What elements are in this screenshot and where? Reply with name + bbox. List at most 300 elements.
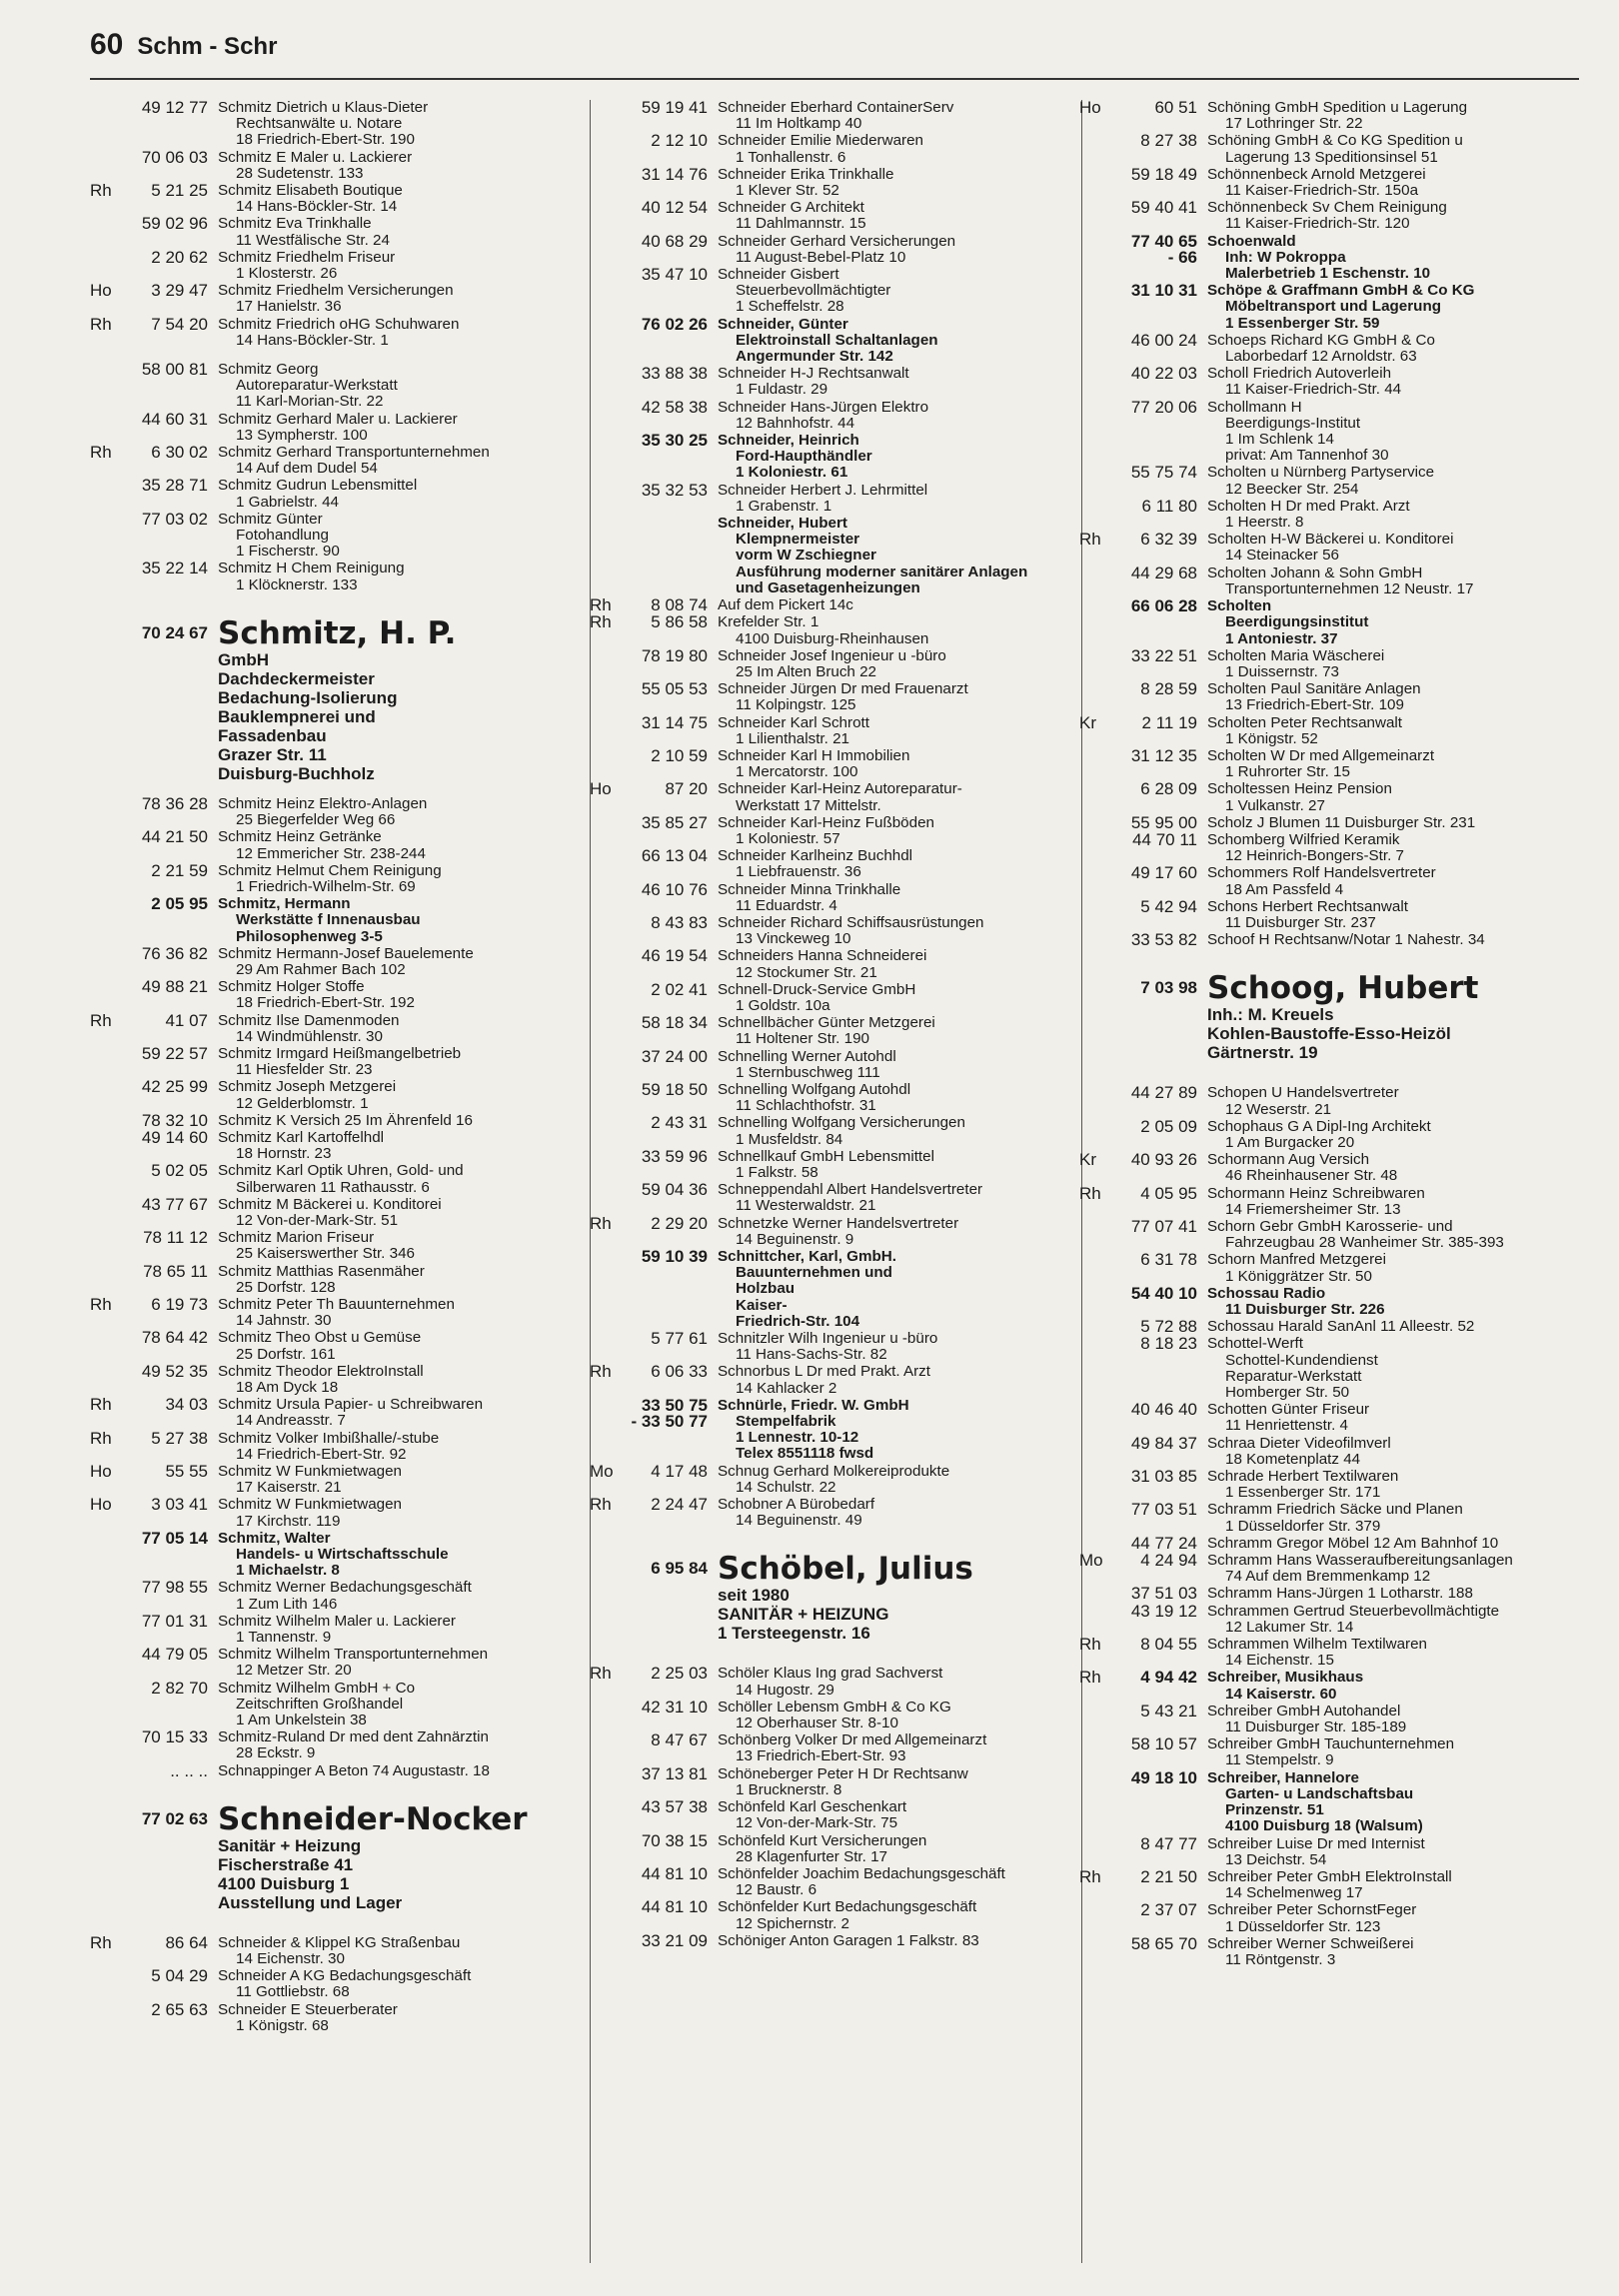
listing-name: Schneider, Heinrich	[718, 433, 859, 450]
listing-detail: 11 Kolpingstr. 125	[736, 697, 856, 714]
listing-detail: Lagerung 13 Speditionsinsel 51	[1225, 149, 1438, 166]
listing-entry	[1079, 1866, 1579, 1902]
listing-text	[218, 1230, 590, 1262]
area-code	[1079, 648, 1115, 680]
listing-text	[218, 250, 590, 282]
area-code	[90, 616, 126, 783]
phone-number: 2 43 31	[651, 1113, 708, 1133]
listing-text	[1207, 648, 1579, 680]
phone-number: 5 21 25	[151, 181, 208, 201]
listing-entry	[90, 283, 590, 315]
listing-detail: 12 Lakumer Str. 14	[1225, 1619, 1354, 1636]
entry-spacer	[590, 1530, 1079, 1552]
phone-number: 76 36 82	[141, 943, 208, 963]
phone-number: 49 12 77	[141, 98, 208, 117]
listing-name: Scholtessen Heinz Pension	[1207, 781, 1392, 798]
listing-text	[218, 1079, 590, 1111]
listing-entry	[90, 896, 590, 945]
listing-text	[218, 1397, 590, 1429]
listing-entry	[1079, 1319, 1579, 1335]
entry-spacer	[1079, 1063, 1579, 1085]
listing-entry	[90, 409, 590, 444]
phone-number: 46 19 54	[641, 946, 708, 966]
area-code	[590, 133, 626, 165]
area-code	[1079, 1119, 1115, 1151]
listing-detail: 11 Holtener Str. 190	[736, 1031, 869, 1048]
listing-entry	[590, 231, 1079, 266]
listing-detail: 12 Beecker Str. 254	[1225, 481, 1359, 498]
listing-detail: 14 Schelmenweg 17	[1225, 1885, 1363, 1902]
listing-text	[718, 1015, 1079, 1047]
listing-detail: 1 Musfeldstr. 84	[736, 1131, 843, 1148]
listing-detail: 1 Fischerstr. 90	[236, 544, 340, 561]
listing-detail: 12 Gelderblomstr. 1	[236, 1095, 369, 1112]
listing-detail: Holzbau	[736, 1281, 796, 1298]
phone-number: 58 10 57	[1130, 1734, 1197, 1754]
listing-detail: 1 Klöcknerstr. 133	[236, 576, 358, 593]
listing-detail: 14 Beguinenstr. 49	[736, 1513, 862, 1530]
listing-name: Schnürle, Friedr. W. GmbH	[718, 1397, 909, 1414]
phone-number: 5 86 58	[651, 612, 708, 632]
listing-text	[218, 216, 590, 248]
area-code	[590, 100, 626, 132]
listing-name: Schopen U Handelsvertreter	[1207, 1085, 1399, 1102]
listing-entry	[590, 1732, 1079, 1764]
listing-name: Schöning GmbH Spedition u Lagerung	[1207, 100, 1468, 116]
listing-name: Schöler Klaus Ing grad Sachverst	[718, 1666, 943, 1683]
listing-detail: 1 Essenberger Str. 59	[1225, 315, 1380, 332]
listing-text	[218, 1681, 590, 1729]
listing-detail: Bauunternehmen und	[736, 1265, 892, 1282]
listing-entry	[90, 1968, 590, 2000]
area-code	[590, 516, 626, 596]
phone-number: 35 22 14	[141, 559, 208, 578]
listing-text	[1207, 366, 1579, 398]
entry-spacer	[590, 1644, 1079, 1666]
listing-text	[718, 915, 1079, 947]
listing-text	[1207, 1469, 1579, 1501]
listing-entry	[90, 1528, 590, 1580]
listing-name: Schomberg Wilfried Keramik	[1207, 831, 1400, 848]
listing-entry	[590, 1182, 1079, 1214]
area-code	[90, 216, 126, 248]
listing-entry	[90, 183, 590, 215]
listing-name: Schreiber Peter GmbH ElektroInstall	[1207, 1868, 1452, 1885]
area-code	[90, 1531, 126, 1580]
phone-number: 4 17 48	[651, 1461, 708, 1481]
listing-text	[218, 1647, 590, 1679]
listing-detail: 12 Oberhauser Str. 8-10	[736, 1716, 898, 1732]
listing-detail: 17 Kirchstr. 119	[236, 1513, 341, 1530]
listing-detail: 29 Am Rahmer Bach 102	[236, 961, 406, 978]
listing-entry	[1079, 563, 1579, 597]
listing-text	[1207, 1637, 1579, 1669]
listing-text	[718, 1331, 1079, 1363]
area-code: Rh	[590, 595, 612, 615]
phone-number: 66 06 28	[1130, 596, 1197, 616]
phone-number: 78 11 12	[143, 1228, 208, 1248]
phone-number: 6 11 80	[1141, 496, 1197, 516]
listing-text	[718, 948, 1079, 980]
listing-name: Schnelling Wolfgang Versicherungen	[718, 1115, 965, 1132]
phone-number: 6 19 73	[151, 1294, 208, 1314]
phone-number: 44 29 68	[1130, 563, 1197, 582]
listing-entry	[590, 745, 1079, 781]
listing-entry	[590, 1213, 1079, 1248]
listing-detail: Kohlen-Baustoffe-Esso-Heizöl	[1207, 1024, 1451, 1044]
phone-number: 34 03	[165, 1395, 208, 1415]
listing-name: Schmitz, H. P.	[218, 615, 457, 650]
page-header	[90, 28, 277, 62]
area-code	[590, 366, 626, 398]
listing-detail: 14 Hans-Böckler-Str. 1	[236, 332, 389, 349]
listing-entry	[1079, 1586, 1579, 1602]
listing-text	[718, 234, 1079, 266]
listing-detail: 14 Friemersheimer Str. 13	[1225, 1201, 1401, 1218]
listing-text	[718, 100, 1079, 132]
phone-number: 78 65 11	[143, 1261, 208, 1281]
listing-entry	[1079, 932, 1579, 948]
phone-number: 5 04 29	[151, 1966, 208, 1986]
listing-name: Scholten	[1207, 598, 1272, 615]
phone-number: 2 10 59	[651, 745, 708, 765]
listing-name: Schmitz Wilhelm GmbH + Co	[218, 1680, 416, 1697]
listing-text	[218, 445, 590, 477]
listing-entry	[590, 1930, 1079, 1950]
phone-number: 49 14 60	[141, 1127, 208, 1147]
listing-detail: Garten- u Landschaftsbau	[1225, 1785, 1414, 1802]
area-code: Mo	[1079, 1551, 1103, 1571]
listing-detail: 18 Kometenplatz 44	[1225, 1451, 1361, 1468]
listing-detail: 18 Friedrich-Ebert-Str. 192	[236, 995, 415, 1012]
listing-name: Schrade Herbert Textilwaren	[1207, 1469, 1399, 1486]
area-code	[590, 433, 626, 482]
phone-number: 77 03 02	[141, 509, 208, 529]
listing-detail: 18 Am Passfeld 4	[1225, 881, 1344, 898]
listing-entry	[590, 100, 1079, 132]
phone-number: 43 57 38	[641, 1797, 708, 1817]
area-code	[590, 1700, 626, 1731]
listing-entry	[1079, 1469, 1579, 1501]
listing-detail: 25 Kaiserswerther Str. 346	[236, 1246, 415, 1263]
listing-text	[1207, 815, 1579, 831]
listing-entry	[1079, 465, 1579, 497]
listing-text	[718, 317, 1079, 366]
listing-name: Schramm Hans Wasseraufbereitungsanlagen	[1207, 1553, 1513, 1570]
area-code	[90, 1197, 126, 1229]
listing-name: Scholten H Dr med Prakt. Arzt	[1207, 498, 1410, 515]
listing-entry	[590, 645, 1079, 680]
listing-name: Schneider Karl-Heinz Autoreparatur-	[718, 781, 962, 798]
area-code	[590, 1933, 626, 1949]
area-code: Rh	[590, 1213, 612, 1233]
listing-name: Schöning GmbH & Co KG Spedition u	[1207, 133, 1463, 150]
phone-number: 49 17 60	[1130, 863, 1197, 883]
phone-number: 77 05 14	[141, 1528, 208, 1548]
listing-detail: 1 Friedrich-Wilhelm-Str. 69	[236, 878, 416, 895]
area-code	[1079, 681, 1115, 713]
area-code	[590, 1398, 626, 1463]
phone-number: 44 27 89	[1130, 1083, 1197, 1103]
phone-number: 49 18 10	[1130, 1767, 1197, 1787]
listing-text	[1207, 1152, 1579, 1184]
listing-detail: Beerdigungsinstitut	[1225, 614, 1369, 631]
listing-detail: 1 Antoniestr. 37	[1225, 630, 1338, 647]
area-code	[90, 1614, 126, 1646]
listing-detail: 1 Essenberger Str. 171	[1225, 1485, 1381, 1502]
listing-detail: 17 Kaiserstr. 21	[236, 1480, 342, 1497]
phone-number: 31 12 35	[1130, 745, 1197, 765]
area-code: Rh	[590, 1362, 612, 1382]
listing-detail: 11 Im Holtkamp 40	[736, 116, 862, 133]
listing-entry	[90, 1194, 590, 1229]
listing-name: Krefelder Str. 1	[718, 614, 819, 631]
listing-text	[1207, 1402, 1579, 1434]
area-code	[90, 1681, 126, 1729]
phone-number: 37 24 00	[641, 1046, 708, 1066]
listing-entry	[590, 1461, 1079, 1496]
listing-entry	[90, 1294, 590, 1330]
area-code	[590, 200, 626, 232]
listing-detail: 11 Schlachthofstr. 31	[736, 1098, 876, 1115]
listing-text	[718, 748, 1079, 780]
listing-detail: 11 Kaiser-Friedrich-Str. 44	[1225, 382, 1402, 399]
listing-detail: Prinzenstr. 51	[1225, 1802, 1324, 1819]
listing-entry	[1079, 681, 1579, 713]
area-code	[1079, 932, 1115, 948]
entry-spacer	[1079, 949, 1579, 971]
listing-detail: und Gasetagenheizungen	[736, 579, 920, 596]
phone-number: 76 02 26	[641, 314, 708, 334]
listing-entry	[1079, 1502, 1579, 1534]
listing-detail: 1 Brucknerstr. 8	[736, 1781, 842, 1798]
listing-detail: Schottel-Kundendienst	[1225, 1352, 1378, 1369]
phone-number: 2 11 19	[1141, 712, 1197, 732]
listing-text	[1207, 400, 1579, 465]
area-code	[90, 362, 126, 411]
area-code: Ho	[90, 1495, 112, 1515]
area-code	[590, 400, 626, 432]
phone-number: 44 79 05	[141, 1645, 208, 1665]
area-code	[90, 796, 126, 828]
listing-detail: 14 Auf dem Dudel 54	[236, 461, 378, 478]
area-code	[90, 1763, 126, 1779]
listing-name: Schmitz Hermann-Josef Bauelemente	[218, 945, 474, 962]
area-code: Rh	[1079, 1866, 1101, 1886]
listing-name: Schneider Josef Ingenieur u -büro	[718, 647, 946, 664]
phone-number: 59 22 57	[141, 1043, 208, 1063]
area-code	[90, 150, 126, 182]
listing-name: Schneider-Nocker	[218, 1801, 528, 1836]
listing-text	[1207, 971, 1579, 1062]
entry-spacer	[90, 594, 590, 616]
area-code: Rh	[1079, 1183, 1101, 1203]
phone-number: 2 21 50	[1140, 1866, 1197, 1886]
area-code	[1079, 1402, 1115, 1434]
area-code: Rh	[590, 612, 612, 632]
listing-name: Schormann Aug Versich	[1207, 1152, 1370, 1169]
listing-text	[1207, 932, 1579, 948]
listing-entry	[1079, 1701, 1579, 1736]
listing-detail: Fahrzeugbau 28 Wanheimer Str. 385-393	[1225, 1235, 1504, 1252]
listing-text	[1207, 1319, 1579, 1335]
area-code	[590, 1833, 626, 1865]
listing-name: Schneider A KG Bedachungsgeschäft	[218, 1968, 472, 1985]
listing-entry	[590, 1146, 1079, 1181]
listing-text	[218, 1013, 590, 1045]
area-code	[1079, 1836, 1115, 1868]
listing-name: Schmitz H Chem Reinigung	[218, 561, 405, 577]
listing-entry	[1079, 1216, 1579, 1252]
listing-name: Schneider Karlheinz Buchhdl	[718, 848, 913, 865]
listing-name: Schmitz Heinz Elektro-Anlagen	[218, 795, 428, 812]
listing-name: Schöller Lebensm GmbH & Co KG	[718, 1699, 951, 1716]
listing-name: Scholten H-W Bäckerei u. Konditorei	[1207, 532, 1454, 549]
listing-text	[1207, 100, 1579, 132]
area-code	[1079, 1936, 1115, 1968]
listing-entry	[590, 712, 1079, 747]
listing-detail: 14 Eichenstr. 15	[1225, 1653, 1334, 1670]
listing-name: Auf dem Pickert 14c	[718, 597, 853, 614]
area-code	[90, 946, 126, 978]
listing-name: Scholz J Blumen 11 Duisburger Str. 231	[1207, 814, 1476, 831]
listing-entry	[590, 812, 1079, 847]
area-code	[1079, 1286, 1115, 1318]
listing-name: Schmitz Helmut Chem Reinigung	[218, 862, 442, 879]
phone-number: 4 05 95	[1140, 1183, 1197, 1203]
area-code	[90, 512, 126, 561]
listing-entry	[1079, 1902, 1579, 1934]
phone-number: 3 29 47	[151, 281, 208, 301]
listing-entry	[590, 1697, 1079, 1732]
listing-entry	[90, 1361, 590, 1396]
phone-number: 59 04 36	[641, 1180, 708, 1200]
phone-number: 58 00 81	[141, 360, 208, 380]
listing-detail: 1 Ruhrorter Str. 15	[1225, 764, 1350, 781]
area-code	[90, 100, 126, 149]
listing-text	[718, 648, 1079, 680]
phone-number: 59 02 96	[141, 214, 208, 234]
phone-number: 8 18 23	[1140, 1334, 1197, 1354]
phone-number: 60 51	[1154, 98, 1197, 117]
listing-entry	[590, 1249, 1079, 1330]
area-code	[1079, 832, 1115, 864]
listing-detail: 12 Baustr. 6	[736, 1882, 817, 1899]
phone-number: .. .. ..	[170, 1760, 208, 1780]
area-code	[1079, 1770, 1115, 1835]
entry-spacer	[90, 1780, 590, 1802]
phone-number: 8 04 55	[1140, 1635, 1197, 1655]
listing-text	[218, 1431, 590, 1463]
listing-detail: 1 Vulkanstr. 27	[1225, 797, 1325, 814]
phone-number: 2 05 09	[1140, 1116, 1197, 1136]
phone-number: 44 70 11	[1132, 829, 1197, 849]
listing-entry	[590, 614, 1079, 646]
listing-name: Scholten Paul Sanitäre Anlagen	[1207, 681, 1421, 698]
phone-number: 78 36 28	[141, 793, 208, 813]
listing-detail: Bedachung-Isolierung	[218, 687, 398, 707]
listing-entry	[1079, 1402, 1579, 1434]
listing-text	[718, 433, 1079, 482]
area-code	[90, 829, 126, 861]
area-code	[1079, 566, 1115, 597]
listing-name: Schreiber, Musikhaus	[1207, 1670, 1364, 1687]
area-code	[90, 1163, 126, 1195]
listing-name: Schotten Günter Friseur	[1207, 1402, 1370, 1419]
listing-entry	[590, 912, 1079, 948]
listing-name: Schmitz E Maler u. Lackierer	[218, 149, 413, 166]
listing-text	[1207, 133, 1579, 165]
phone-number: 6 95 84	[651, 1559, 708, 1579]
phone-number: 78 19 80	[641, 645, 708, 665]
area-code	[590, 1049, 626, 1081]
listing-detail: Transportunternehmen 12 Neustr. 17	[1225, 580, 1474, 597]
listing-name: Schmitz, Hermann	[218, 896, 351, 913]
listing-entry	[590, 979, 1079, 1014]
area-code: Ho	[590, 779, 612, 799]
listing-name: Schnitzler Wilh Ingenieur u -büro	[718, 1331, 938, 1348]
listing-text	[1207, 1836, 1579, 1868]
listing-name: Schöpe & Graffmann GmbH & Co KG	[1207, 283, 1475, 300]
listing-entry	[90, 1611, 590, 1647]
listing-text	[218, 1464, 590, 1496]
area-code	[1079, 400, 1115, 465]
listing-entry	[90, 216, 590, 248]
listing-detail: 28 Klagenfurter Str. 17	[736, 1848, 887, 1865]
phone-number: 44 77 24	[1130, 1533, 1197, 1553]
phone-number: 70 06 03	[141, 147, 208, 167]
listing-text	[718, 516, 1079, 596]
listing-text	[1207, 1436, 1579, 1468]
phone-number: 77 01 31	[141, 1611, 208, 1631]
phone-number: 49 52 35	[141, 1361, 208, 1381]
listing-text	[218, 183, 590, 215]
phone-number: 55 75 74	[1130, 463, 1197, 483]
listing-entry	[590, 948, 1079, 980]
area-code: Rh	[90, 1395, 112, 1415]
phone-number: 31 14 75	[641, 712, 708, 732]
listing-entry	[1079, 133, 1579, 165]
phone-number: 8 08 74	[651, 595, 708, 615]
listing-text	[218, 1264, 590, 1296]
listing-detail: Klempnermeister	[736, 532, 860, 549]
area-code	[590, 1866, 626, 1898]
listing-text	[1207, 1736, 1579, 1768]
area-code: Rh	[90, 314, 112, 334]
listing-text	[1207, 465, 1579, 497]
listing-entry	[590, 164, 1079, 200]
area-code: Kr	[1079, 712, 1096, 732]
listing-name: Schmitz Gerhard Maler u. Lackierer	[218, 411, 458, 428]
listing-text	[718, 715, 1079, 747]
phone-number: 78 32 10	[141, 1110, 208, 1130]
phone-number: 2 02 41	[651, 979, 708, 999]
phone-number: 6 31 78	[1140, 1250, 1197, 1270]
listing-detail: 1 Im Schlenk 14	[1225, 432, 1334, 449]
listing-name: Schnellkauf GmbH Lebensmittel	[718, 1148, 934, 1165]
listing-name: Schmitz Karl Kartoffelhdl	[218, 1129, 385, 1146]
listing-name: Schollmann H	[1207, 399, 1302, 416]
listing-text	[218, 1297, 590, 1329]
area-code	[90, 1264, 126, 1296]
area-code	[90, 1046, 126, 1078]
listing-text	[718, 1182, 1079, 1214]
listing-entry	[90, 1729, 590, 1761]
listing-detail: 1 Goldstr. 10a	[736, 997, 830, 1014]
area-code	[1079, 499, 1115, 531]
phone-number: 87 20	[665, 779, 708, 799]
listing-entry	[590, 1666, 1079, 1698]
